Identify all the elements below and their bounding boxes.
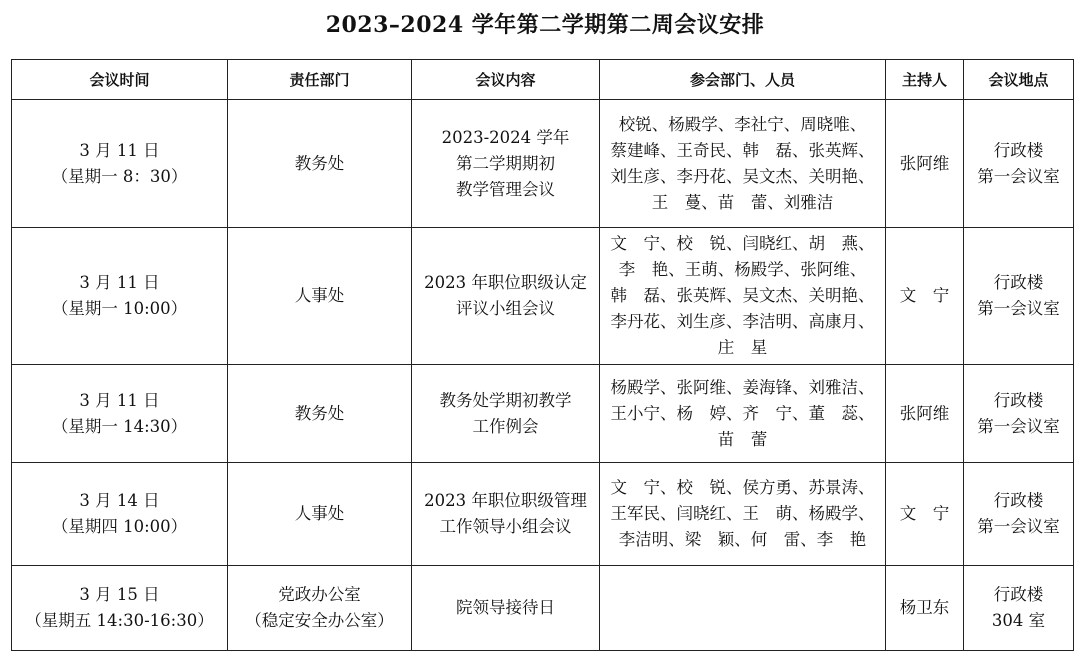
cell-host: 张阿维 — [886, 365, 964, 463]
cell-host: 文 宁 — [886, 463, 964, 566]
content-line: 2023 年职位职级认定 — [424, 273, 587, 292]
dept-line: 教务处 — [294, 403, 345, 423]
cell-dept — [228, 365, 412, 463]
location-line: 行政楼 — [993, 491, 1044, 510]
dept-line: 人事处 — [294, 286, 345, 305]
cell-location — [964, 566, 1074, 651]
time-weekday: （星期一 14:30） — [51, 416, 188, 436]
attendees-line: 王 蔓、苗 蕾、刘雅洁 — [651, 192, 834, 212]
cell-host: 杨卫东 — [886, 566, 964, 651]
location-line: 行政楼 — [993, 585, 1044, 604]
cell-attendees — [600, 365, 886, 463]
header-attendees: 参会部门、人员 — [600, 60, 886, 100]
location-line: 行政楼 — [993, 390, 1044, 410]
time-date: 3 月 11 日 — [79, 273, 160, 292]
attendees-line: 刘生彦、李丹花、吴文杰、关明艳、 — [610, 166, 875, 186]
content-line: 2023 年职位职级管理 — [424, 491, 587, 510]
table-row — [12, 463, 1074, 566]
cell-content — [412, 100, 600, 228]
dept-line: 教务处 — [294, 153, 345, 173]
dept-line: 党政办公室 — [278, 585, 361, 604]
attendees-line: 校锐、杨殿学、李社宁、周晓唯、 — [618, 114, 867, 134]
cell-content — [412, 566, 600, 651]
time-weekday: （星期一 8：30） — [51, 166, 188, 186]
header-content: 会议内容 — [412, 60, 600, 100]
time-date: 3 月 15 日 — [79, 585, 160, 604]
location-line: 第一会议室 — [977, 299, 1060, 318]
cell-dept — [228, 566, 412, 651]
dept-line: 人事处 — [294, 504, 345, 523]
header-time: 会议时间 — [12, 60, 228, 100]
cell-attendees — [600, 463, 886, 566]
attendees-line: 李 艳、王萌、杨殿学、张阿维、 — [618, 260, 867, 279]
header-dept: 责任部门 — [228, 60, 412, 100]
cell-content — [412, 365, 600, 463]
attendees-line: 韩 磊、张英辉、吴文杰、关明艳、 — [610, 286, 875, 305]
attendees-line: 文 宁、校 锐、闫晓红、胡 燕、 — [610, 234, 875, 253]
location-line: 第一会议室 — [977, 416, 1060, 436]
table-row — [12, 566, 1074, 651]
cell-time — [12, 365, 228, 463]
time-weekday: （星期四 10:00） — [51, 517, 188, 536]
attendees-line: 蔡建峰、王奇民、韩 磊、张英辉、 — [610, 140, 875, 160]
meeting-schedule-table — [11, 59, 1074, 651]
cell-location — [964, 228, 1074, 365]
cell-attendees — [600, 566, 886, 651]
cell-time — [12, 463, 228, 566]
attendees-line: 王军民、闫晓红、王 萌、杨殿学、 — [610, 504, 875, 523]
cell-time — [12, 100, 228, 228]
location-line: 第一会议室 — [977, 517, 1060, 536]
cell-location — [964, 463, 1074, 566]
cell-time — [12, 566, 228, 651]
cell-attendees — [600, 100, 886, 228]
header-location: 会议地点 — [964, 60, 1074, 100]
cell-location — [964, 365, 1074, 463]
cell-dept — [228, 463, 412, 566]
cell-time — [12, 228, 228, 365]
time-weekday: （星期一 10:00） — [51, 299, 188, 318]
cell-dept — [228, 100, 412, 228]
cell-host: 文 宁 — [886, 228, 964, 365]
table-row — [12, 228, 1074, 365]
table-row — [12, 100, 1074, 228]
content-line: 工作例会 — [472, 416, 539, 436]
cell-dept — [228, 228, 412, 365]
cell-attendees — [600, 228, 886, 365]
content-line: 院领导接待日 — [456, 598, 555, 617]
attendees-line: 李洁明、梁 颖、何 雷、李 艳 — [618, 530, 867, 549]
attendees-line: 文 宁、校 锐、侯方勇、苏景涛、 — [610, 478, 875, 497]
attendees-line: 苗 蕾 — [717, 429, 768, 449]
cell-location — [964, 100, 1074, 228]
attendees-line: 庄 星 — [717, 338, 768, 357]
header-host: 主持人 — [886, 60, 964, 100]
content-line: 工作领导小组会议 — [439, 517, 572, 536]
content-line: 教务处学期初教学 — [439, 390, 572, 410]
dept-line: （稳定安全办公室） — [245, 611, 394, 630]
location-line: 行政楼 — [993, 273, 1044, 292]
content-line: 评议小组会议 — [456, 299, 555, 318]
time-date: 3 月 14 日 — [79, 491, 160, 510]
location-line: 304 室 — [991, 611, 1046, 630]
location-line: 第一会议室 — [977, 166, 1060, 186]
content-line: 教学管理会议 — [456, 179, 555, 199]
time-weekday: （星期五 14:30-16:30） — [25, 611, 214, 630]
attendees-line: 杨殿学、张阿维、姜海锋、刘雅洁、 — [610, 377, 875, 397]
cell-host: 张阿维 — [886, 100, 964, 228]
table-row — [12, 365, 1074, 463]
content-line: 第二学期期初 — [456, 153, 555, 173]
header-row — [12, 60, 1074, 100]
time-date: 3 月 11 日 — [79, 390, 160, 410]
page-title: 2023–2024 学年第二学期第二周会议安排 — [325, 12, 765, 38]
content-line: 2023-2024 学年 — [441, 127, 570, 147]
attendees-line: 李丹花、刘生彦、李洁明、高康月、 — [610, 312, 875, 331]
attendees-line: 王小宁、杨 婷、齐 宁、董 蕊、 — [610, 403, 875, 423]
cell-content — [412, 463, 600, 566]
time-date: 3 月 11 日 — [79, 140, 160, 160]
location-line: 行政楼 — [993, 140, 1044, 160]
cell-content — [412, 228, 600, 365]
